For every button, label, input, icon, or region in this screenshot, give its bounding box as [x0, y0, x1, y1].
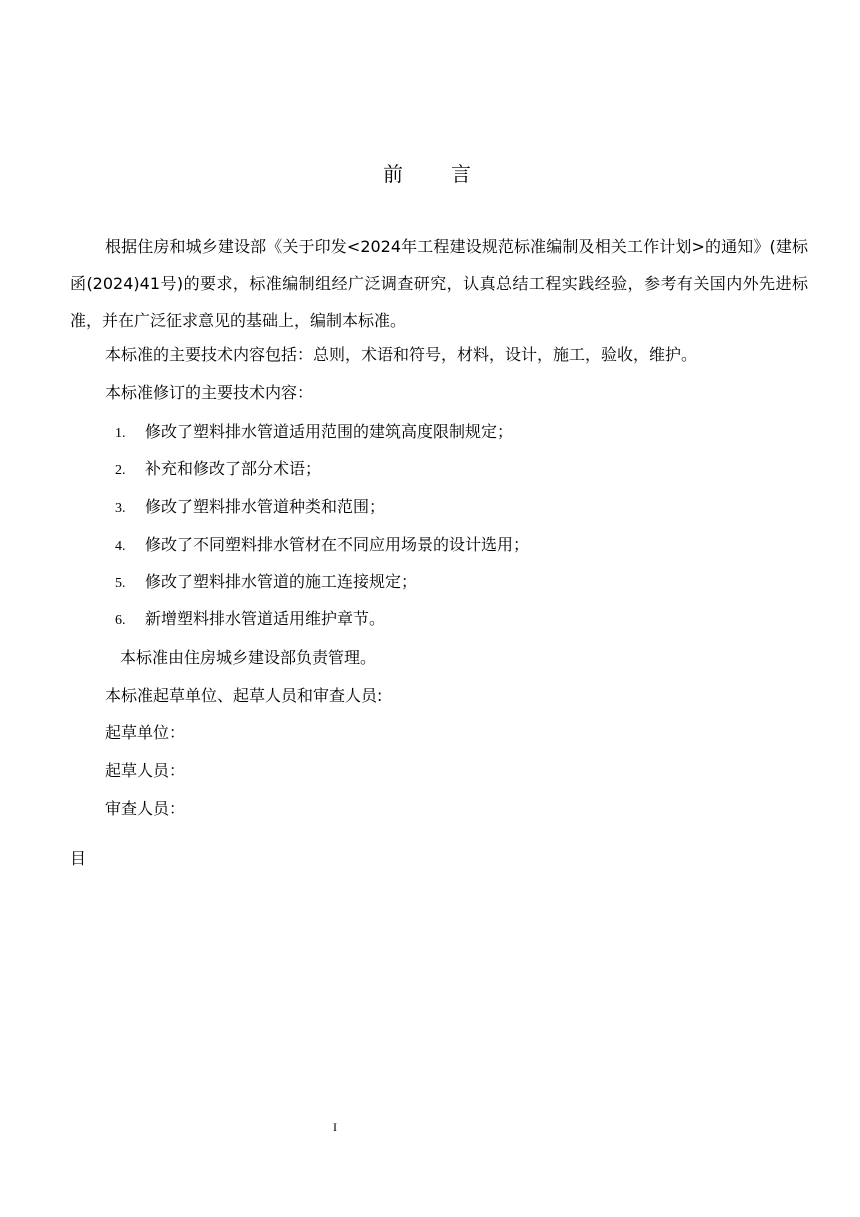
revision-item-number: 2.: [115, 463, 126, 478]
intro-paragraph: 根据住房和城乡建设部《关于印发<2024年工程建设规范标准编制及相关工作计划>的通知》(建标函(2024)41号)的要求，标准编制组经广泛调查研究，认真总结工程实践经验，参考有关国内外先进标准，并在广泛征求意见的基础上，编制本标准。: [70, 237, 808, 330]
main-content-line: 本标准的主要技术内容包括：总则，术语和符号，材料，设计，施工，验收，维护。: [105, 345, 698, 364]
drafters-heading: 本标准起草单位、起草人员和审查人员:: [105, 686, 383, 705]
drafting-persons-label: 起草人员：: [105, 761, 186, 780]
revision-item-text: 补充和修改了部分术语；: [145, 459, 322, 478]
revision-item-text: 修改了不同塑料排水管材在不同应用场景的设计选用；: [145, 535, 530, 554]
revision-item: [115, 419, 513, 447]
revision-item: [115, 456, 321, 484]
revision-item-text: 修改了塑料排水管道的施工连接规定；: [145, 572, 418, 591]
management-statement: 本标准由住房城乡建设部负责管理。: [120, 648, 377, 667]
revision-item-text: 修改了塑料排水管道适用范围的建筑高度限制规定；: [145, 422, 514, 441]
revision-item-text: 新增塑料排水管道适用维护章节。: [145, 609, 386, 628]
revision-heading: 本标准修订的主要技术内容：: [105, 383, 314, 402]
toc-heading-fragment: 目: [70, 849, 87, 868]
revision-item-number: 5.: [115, 576, 126, 591]
revision-item-number: 6.: [115, 613, 126, 628]
revision-item-text: 修改了塑料排水管道种类和范围；: [145, 497, 386, 516]
page-number: I: [333, 1120, 337, 1134]
revision-item-number: 3.: [115, 501, 126, 516]
revision-item: [115, 532, 529, 560]
drafting-units-label: 起草单位：: [105, 723, 186, 742]
page-title: 前 言: [383, 162, 485, 186]
revision-item-number: 1.: [115, 426, 126, 441]
revision-item: [115, 606, 385, 634]
revision-item: [115, 569, 417, 597]
revision-item-number: 4.: [115, 539, 126, 554]
reviewers-label: 审查人员：: [105, 799, 186, 818]
revision-item: [115, 494, 385, 522]
